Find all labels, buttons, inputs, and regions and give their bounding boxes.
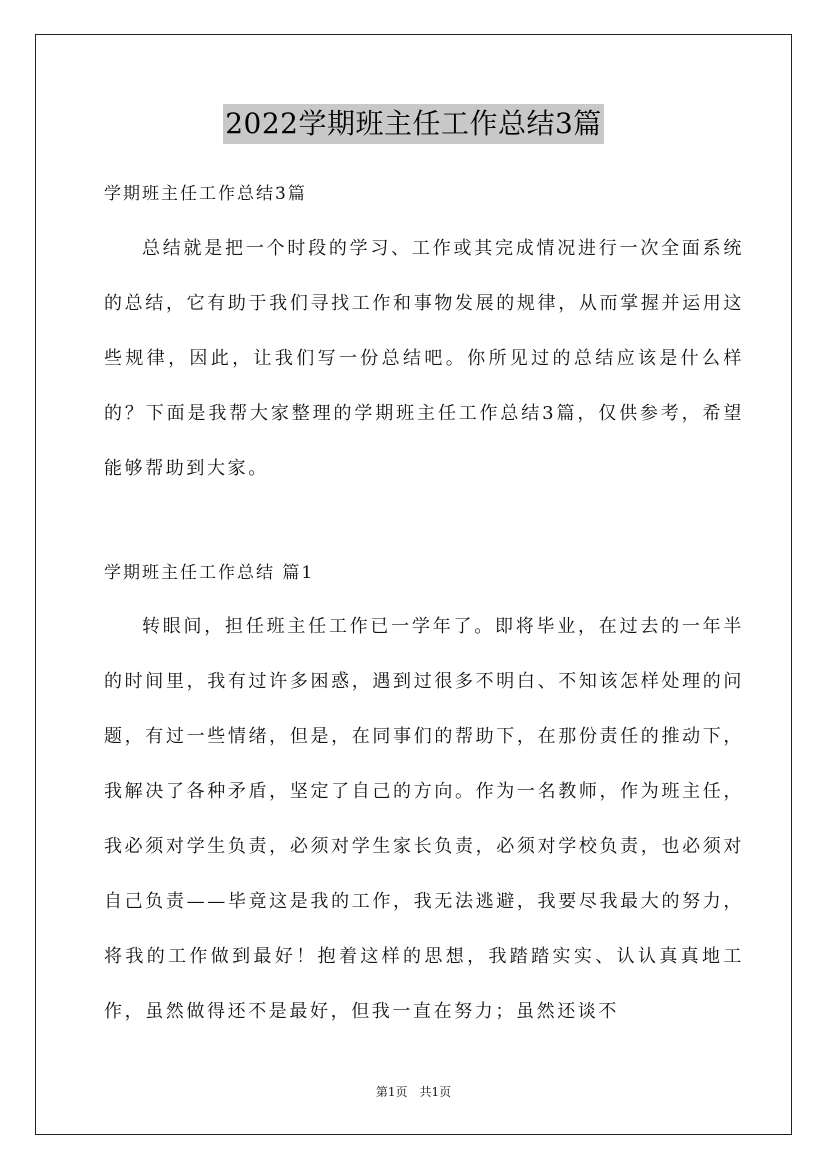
intro-paragraph: 总结就是把一个时段的学习、工作或其完成情况进行一次全面系统的总结，它有助于我们寻找工作和事物发展的规律，从而掌握并运用这些规律，因此，让我们写一份总结吧。你所见过的总结应该是什么样的？下面是我帮大家整理的学期班主任工作总结3篇，仅供参考，希望能够帮助到大家。	[104, 238, 744, 479]
document-title: 2022学期班主任工作总结3篇	[223, 104, 604, 144]
title-container	[0, 104, 827, 144]
body-paragraph: 转眼间，担任班主任工作已一学年了。即将毕业，在过去的一年半的时间里，我有过许多困惑，遇到过很多不明白、不知该怎样处理的问题，有过一些情绪，但是，在同事们的帮助下，在那份责任的推动下，我解决了各种矛盾，坚定了自己的方向。作为一名教师，作为班主任，我必须对学生负责，必须对学生家长负责，必须对学校负责，也必须对自己负责——毕竟这是我的工作，我无法逃避，我要尽我最大的努力，将我的工作做到最好！抱着这样的思想，我踏踏实实、认认真真地工作，虽然做得还不是最好，但我一直在努力；虽然还谈不	[104, 616, 744, 1022]
document-subtitle: 学期班主任工作总结3篇	[104, 184, 307, 204]
page-footer: 第1页 共1页	[375, 1085, 452, 1099]
section-heading: 学期班主任工作总结 篇1	[104, 563, 315, 583]
